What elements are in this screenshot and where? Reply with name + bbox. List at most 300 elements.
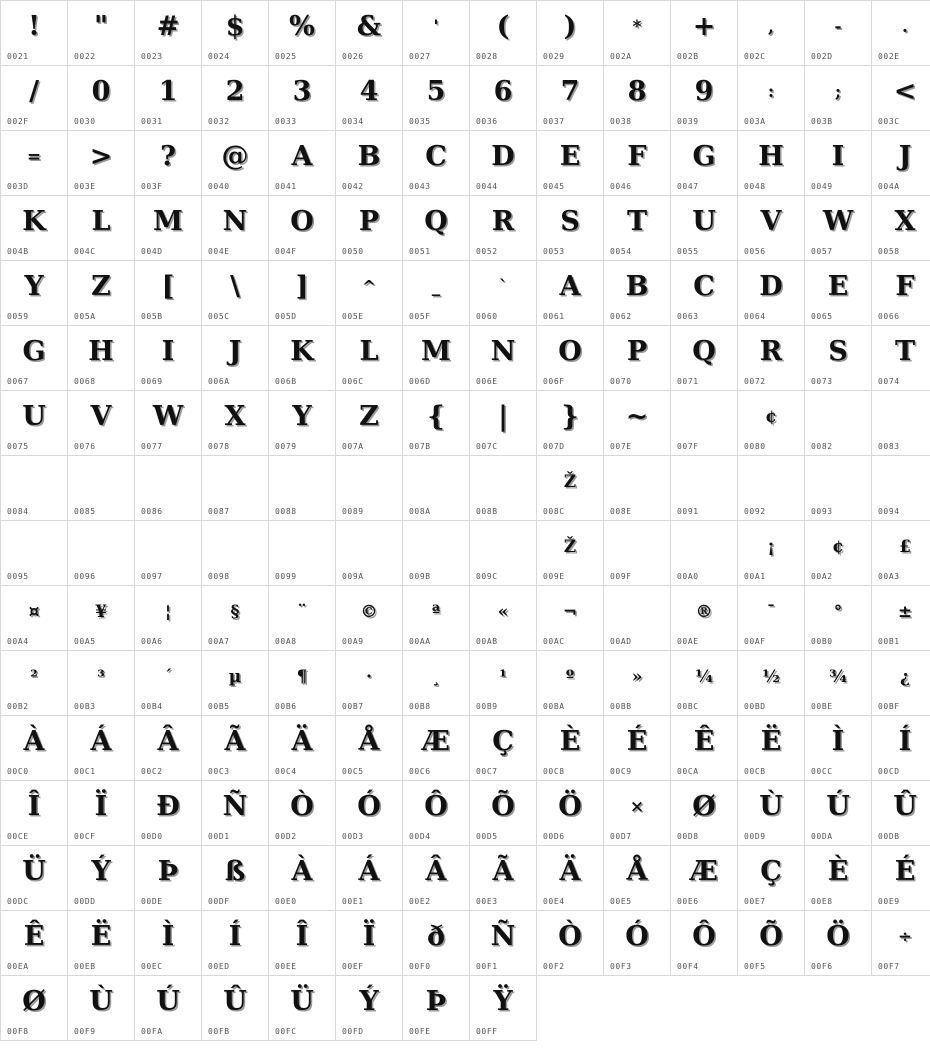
character-cell[interactable] bbox=[738, 846, 805, 911]
character-cell[interactable] bbox=[269, 716, 336, 781]
character-cell[interactable] bbox=[336, 261, 403, 326]
character-cell[interactable] bbox=[671, 716, 738, 781]
character-cell[interactable] bbox=[202, 976, 269, 1041]
glyph-codepoint-label: 00BE bbox=[811, 702, 833, 711]
character-cell[interactable] bbox=[336, 846, 403, 911]
glyph-preview: D bbox=[759, 271, 783, 302]
character-cell[interactable] bbox=[537, 261, 604, 326]
character-cell[interactable] bbox=[738, 391, 805, 456]
character-cell[interactable] bbox=[403, 781, 470, 846]
glyph-codepoint-label: 00E2 bbox=[409, 897, 431, 906]
character-cell[interactable] bbox=[1, 651, 68, 716]
character-cell[interactable] bbox=[135, 586, 202, 651]
character-cell[interactable] bbox=[68, 911, 135, 976]
glyph-codepoint-label: 00A7 bbox=[208, 637, 230, 646]
character-cell[interactable] bbox=[537, 716, 604, 781]
character-cell[interactable] bbox=[604, 521, 671, 586]
glyph-codepoint-label: 00D2 bbox=[275, 832, 297, 841]
character-cell[interactable] bbox=[269, 66, 336, 131]
character-cell[interactable] bbox=[872, 131, 930, 196]
character-cell[interactable] bbox=[202, 911, 269, 976]
character-cell[interactable] bbox=[269, 131, 336, 196]
character-cell[interactable] bbox=[403, 66, 470, 131]
character-cell[interactable] bbox=[537, 196, 604, 261]
glyph-preview bbox=[604, 586, 670, 634]
character-map-row bbox=[1, 781, 930, 846]
character-cell[interactable] bbox=[1, 326, 68, 391]
glyph-codepoint-label: 00AA bbox=[409, 637, 431, 646]
character-cell[interactable] bbox=[604, 456, 671, 521]
character-cell[interactable] bbox=[403, 976, 470, 1041]
character-cell[interactable] bbox=[135, 521, 202, 586]
character-cell[interactable] bbox=[805, 131, 872, 196]
glyph-preview: È bbox=[559, 726, 581, 757]
character-cell[interactable] bbox=[336, 326, 403, 391]
glyph-preview: 6 bbox=[493, 76, 513, 107]
character-cell[interactable] bbox=[336, 651, 403, 716]
glyph-codepoint-label: 002B bbox=[677, 52, 699, 61]
character-cell[interactable] bbox=[135, 911, 202, 976]
character-cell[interactable] bbox=[336, 196, 403, 261]
character-cell[interactable] bbox=[336, 781, 403, 846]
character-cell[interactable] bbox=[805, 521, 872, 586]
glyph-preview: $ bbox=[225, 11, 245, 42]
character-cell[interactable] bbox=[805, 66, 872, 131]
character-cell[interactable] bbox=[671, 521, 738, 586]
glyph-preview: Á bbox=[358, 856, 380, 887]
character-cell[interactable] bbox=[336, 456, 403, 521]
glyph-preview: ¶ bbox=[296, 667, 308, 687]
character-cell[interactable] bbox=[738, 716, 805, 781]
character-cell[interactable] bbox=[470, 846, 537, 911]
character-cell[interactable] bbox=[671, 586, 738, 651]
character-cell[interactable] bbox=[68, 131, 135, 196]
character-cell[interactable] bbox=[1, 781, 68, 846]
character-cell[interactable] bbox=[604, 66, 671, 131]
character-cell[interactable] bbox=[135, 846, 202, 911]
character-cell[interactable] bbox=[403, 326, 470, 391]
character-cell[interactable] bbox=[269, 456, 336, 521]
glyph-preview: Ç bbox=[492, 726, 514, 757]
glyph-codepoint-label: 005E bbox=[342, 312, 364, 321]
character-cell[interactable] bbox=[269, 1, 336, 66]
character-cell[interactable] bbox=[470, 781, 537, 846]
glyph-preview: J bbox=[228, 336, 242, 367]
character-cell[interactable] bbox=[738, 651, 805, 716]
glyph-codepoint-label: 00AC bbox=[543, 637, 565, 646]
character-cell[interactable] bbox=[671, 391, 738, 456]
glyph-preview: W bbox=[152, 401, 184, 432]
glyph-codepoint-label: 009A bbox=[342, 572, 364, 581]
glyph-preview: ÷ bbox=[897, 927, 913, 947]
character-cell[interactable] bbox=[470, 521, 537, 586]
glyph-preview: Ï bbox=[94, 791, 108, 822]
glyph-preview: L bbox=[359, 336, 379, 367]
glyph-codepoint-label: 00CB bbox=[744, 767, 766, 776]
character-cell[interactable] bbox=[671, 1, 738, 66]
glyph-codepoint-label: 00A3 bbox=[878, 572, 900, 581]
glyph-preview: _ bbox=[431, 277, 441, 297]
character-cell[interactable] bbox=[269, 586, 336, 651]
character-cell[interactable] bbox=[1, 131, 68, 196]
glyph-codepoint-label: 00F0 bbox=[409, 962, 431, 971]
glyph-codepoint-label: 0044 bbox=[476, 182, 498, 191]
character-cell[interactable] bbox=[135, 651, 202, 716]
character-cell[interactable] bbox=[872, 326, 930, 391]
character-cell[interactable] bbox=[738, 131, 805, 196]
character-cell[interactable] bbox=[671, 456, 738, 521]
glyph-codepoint-label: 0032 bbox=[208, 117, 230, 126]
character-cell[interactable] bbox=[202, 66, 269, 131]
character-cell[interactable] bbox=[470, 456, 537, 521]
character-cell[interactable] bbox=[671, 781, 738, 846]
character-cell[interactable] bbox=[470, 391, 537, 456]
character-cell[interactable] bbox=[604, 586, 671, 651]
character-cell[interactable] bbox=[1, 261, 68, 326]
character-cell[interactable] bbox=[1, 976, 68, 1041]
character-cell[interactable] bbox=[1, 716, 68, 781]
character-cell[interactable] bbox=[671, 66, 738, 131]
glyph-preview: P bbox=[626, 336, 648, 367]
character-cell[interactable] bbox=[805, 196, 872, 261]
character-cell[interactable] bbox=[202, 521, 269, 586]
character-cell[interactable] bbox=[269, 196, 336, 261]
character-cell[interactable] bbox=[537, 326, 604, 391]
character-cell[interactable] bbox=[1, 456, 68, 521]
character-cell[interactable] bbox=[68, 846, 135, 911]
character-cell[interactable] bbox=[1, 586, 68, 651]
character-cell[interactable] bbox=[68, 326, 135, 391]
glyph-preview: Ù bbox=[759, 791, 783, 822]
character-cell[interactable] bbox=[738, 261, 805, 326]
character-cell[interactable] bbox=[202, 326, 269, 391]
character-cell[interactable] bbox=[805, 781, 872, 846]
character-cell[interactable] bbox=[738, 781, 805, 846]
character-cell[interactable] bbox=[671, 651, 738, 716]
character-cell[interactable] bbox=[336, 521, 403, 586]
character-cell[interactable] bbox=[470, 976, 537, 1041]
character-cell[interactable] bbox=[269, 326, 336, 391]
character-map-row bbox=[1, 261, 930, 326]
glyph-codepoint-label: 0042 bbox=[342, 182, 364, 191]
character-cell[interactable] bbox=[68, 651, 135, 716]
character-cell[interactable] bbox=[336, 716, 403, 781]
character-cell[interactable] bbox=[537, 781, 604, 846]
character-cell[interactable] bbox=[671, 326, 738, 391]
character-cell[interactable] bbox=[1, 391, 68, 456]
character-cell[interactable] bbox=[336, 391, 403, 456]
character-cell[interactable] bbox=[872, 651, 930, 716]
character-cell[interactable] bbox=[805, 716, 872, 781]
character-cell[interactable] bbox=[135, 131, 202, 196]
character-cell[interactable] bbox=[805, 586, 872, 651]
character-cell[interactable] bbox=[805, 261, 872, 326]
character-cell[interactable] bbox=[403, 651, 470, 716]
character-cell[interactable] bbox=[135, 326, 202, 391]
character-cell[interactable] bbox=[671, 911, 738, 976]
character-cell[interactable] bbox=[872, 66, 930, 131]
glyph-preview: Î bbox=[295, 921, 309, 952]
glyph-preview: ¤ bbox=[28, 602, 40, 622]
glyph-codepoint-label: 006F bbox=[543, 377, 565, 386]
character-cell[interactable] bbox=[537, 456, 604, 521]
character-cell[interactable] bbox=[604, 261, 671, 326]
glyph-preview: Ï bbox=[362, 921, 376, 952]
character-cell[interactable] bbox=[470, 131, 537, 196]
glyph-preview: V bbox=[90, 401, 112, 432]
glyph-codepoint-label: 0082 bbox=[811, 442, 833, 451]
character-cell[interactable] bbox=[604, 716, 671, 781]
character-cell[interactable] bbox=[135, 1, 202, 66]
character-cell[interactable] bbox=[202, 651, 269, 716]
character-cell[interactable] bbox=[135, 261, 202, 326]
character-cell[interactable] bbox=[135, 66, 202, 131]
character-cell[interactable] bbox=[604, 651, 671, 716]
character-cell[interactable] bbox=[872, 716, 930, 781]
character-cell[interactable] bbox=[604, 781, 671, 846]
character-cell[interactable] bbox=[872, 391, 930, 456]
character-cell[interactable] bbox=[738, 521, 805, 586]
character-cell[interactable] bbox=[403, 1, 470, 66]
character-cell[interactable] bbox=[470, 716, 537, 781]
character-cell[interactable] bbox=[872, 586, 930, 651]
glyph-codepoint-label: 005F bbox=[409, 312, 431, 321]
character-cell[interactable] bbox=[671, 196, 738, 261]
character-cell[interactable] bbox=[537, 131, 604, 196]
glyph-codepoint-label: 00F8 bbox=[7, 1027, 29, 1036]
character-cell[interactable] bbox=[269, 261, 336, 326]
character-cell[interactable] bbox=[269, 391, 336, 456]
glyph-codepoint-label: 002A bbox=[610, 52, 632, 61]
glyph-preview: Q bbox=[692, 336, 716, 367]
glyph-preview: Ø bbox=[22, 986, 46, 1017]
character-cell[interactable] bbox=[872, 196, 930, 261]
character-cell[interactable] bbox=[738, 66, 805, 131]
character-cell[interactable] bbox=[135, 456, 202, 521]
character-cell[interactable] bbox=[1, 1, 68, 66]
character-cell[interactable] bbox=[805, 456, 872, 521]
glyph-codepoint-label: 006D bbox=[409, 377, 431, 386]
character-cell[interactable] bbox=[470, 66, 537, 131]
character-cell[interactable] bbox=[671, 131, 738, 196]
character-cell[interactable] bbox=[805, 846, 872, 911]
character-cell[interactable] bbox=[537, 1, 604, 66]
glyph-preview: V bbox=[760, 206, 782, 237]
character-cell[interactable] bbox=[202, 261, 269, 326]
character-cell[interactable] bbox=[269, 651, 336, 716]
character-cell[interactable] bbox=[872, 911, 930, 976]
character-cell[interactable] bbox=[202, 196, 269, 261]
character-cell[interactable] bbox=[403, 196, 470, 261]
glyph-preview: 3 bbox=[292, 76, 312, 107]
character-map-row bbox=[1, 586, 930, 651]
character-cell[interactable] bbox=[403, 521, 470, 586]
glyph-preview: Y bbox=[292, 401, 312, 432]
character-cell[interactable] bbox=[68, 261, 135, 326]
character-cell[interactable] bbox=[470, 196, 537, 261]
glyph-codepoint-label: 0098 bbox=[208, 572, 230, 581]
character-cell[interactable] bbox=[1, 521, 68, 586]
character-cell[interactable] bbox=[403, 456, 470, 521]
glyph-codepoint-label: 00FF bbox=[476, 1027, 498, 1036]
glyph-codepoint-label: 00D9 bbox=[744, 832, 766, 841]
glyph-codepoint-label: 0048 bbox=[744, 182, 766, 191]
character-cell[interactable] bbox=[738, 911, 805, 976]
glyph-codepoint-label: 00A2 bbox=[811, 572, 833, 581]
character-cell[interactable] bbox=[470, 651, 537, 716]
glyph-preview: Ž bbox=[563, 537, 577, 557]
glyph-codepoint-label: 0076 bbox=[74, 442, 96, 451]
character-cell[interactable] bbox=[805, 326, 872, 391]
character-cell[interactable] bbox=[537, 586, 604, 651]
character-cell[interactable] bbox=[537, 521, 604, 586]
character-cell[interactable] bbox=[537, 846, 604, 911]
glyph-codepoint-label: 0052 bbox=[476, 247, 498, 256]
character-cell[interactable] bbox=[403, 131, 470, 196]
character-cell[interactable] bbox=[470, 911, 537, 976]
character-cell[interactable] bbox=[202, 781, 269, 846]
character-cell[interactable] bbox=[470, 1, 537, 66]
character-cell[interactable] bbox=[269, 781, 336, 846]
character-cell[interactable] bbox=[1, 196, 68, 261]
character-cell[interactable] bbox=[872, 846, 930, 911]
glyph-codepoint-label: 005B bbox=[141, 312, 163, 321]
glyph-codepoint-label: 00A6 bbox=[141, 637, 163, 646]
character-cell[interactable] bbox=[68, 586, 135, 651]
character-cell[interactable] bbox=[68, 196, 135, 261]
character-cell[interactable] bbox=[135, 976, 202, 1041]
character-cell[interactable] bbox=[68, 1, 135, 66]
character-cell[interactable] bbox=[403, 846, 470, 911]
character-cell[interactable] bbox=[738, 586, 805, 651]
character-cell[interactable] bbox=[537, 391, 604, 456]
character-cell[interactable] bbox=[403, 911, 470, 976]
character-cell[interactable] bbox=[202, 716, 269, 781]
glyph-codepoint-label: 006E bbox=[476, 377, 498, 386]
character-cell[interactable] bbox=[537, 651, 604, 716]
glyph-codepoint-label: 00AB bbox=[476, 637, 498, 646]
glyph-preview: # bbox=[156, 11, 180, 42]
character-cell[interactable] bbox=[135, 391, 202, 456]
glyph-codepoint-label: 002E bbox=[878, 52, 900, 61]
character-cell[interactable] bbox=[202, 391, 269, 456]
glyph-codepoint-label: 008A bbox=[409, 507, 431, 516]
character-cell[interactable] bbox=[738, 326, 805, 391]
character-cell[interactable] bbox=[269, 911, 336, 976]
character-cell[interactable] bbox=[403, 391, 470, 456]
character-cell[interactable] bbox=[336, 911, 403, 976]
character-cell[interactable] bbox=[604, 911, 671, 976]
character-cell[interactable] bbox=[604, 131, 671, 196]
glyph-preview: G bbox=[22, 336, 46, 367]
glyph-preview: Ú bbox=[826, 791, 850, 822]
character-cell[interactable] bbox=[202, 846, 269, 911]
character-cell[interactable] bbox=[872, 1, 930, 66]
character-cell[interactable] bbox=[68, 716, 135, 781]
glyph-codepoint-label: 00F6 bbox=[811, 962, 833, 971]
character-cell[interactable] bbox=[872, 781, 930, 846]
character-cell[interactable] bbox=[202, 131, 269, 196]
character-cell[interactable] bbox=[1, 846, 68, 911]
character-cell[interactable] bbox=[336, 1, 403, 66]
character-cell[interactable] bbox=[68, 456, 135, 521]
character-cell[interactable] bbox=[269, 846, 336, 911]
character-cell[interactable] bbox=[68, 976, 135, 1041]
character-cell[interactable] bbox=[403, 716, 470, 781]
character-cell[interactable] bbox=[604, 1, 671, 66]
character-map-row bbox=[1, 846, 930, 911]
character-cell[interactable] bbox=[68, 66, 135, 131]
character-cell[interactable] bbox=[1, 911, 68, 976]
glyph-preview: Ü bbox=[290, 986, 314, 1017]
character-cell[interactable] bbox=[805, 391, 872, 456]
character-cell[interactable] bbox=[604, 846, 671, 911]
character-cell[interactable] bbox=[1, 66, 68, 131]
character-cell[interactable] bbox=[135, 716, 202, 781]
character-cell[interactable] bbox=[604, 326, 671, 391]
character-cell[interactable] bbox=[336, 976, 403, 1041]
character-cell[interactable] bbox=[403, 586, 470, 651]
character-cell[interactable] bbox=[604, 391, 671, 456]
character-cell[interactable] bbox=[738, 196, 805, 261]
character-cell[interactable] bbox=[202, 456, 269, 521]
character-cell[interactable] bbox=[805, 911, 872, 976]
character-cell[interactable] bbox=[872, 521, 930, 586]
character-cell[interactable] bbox=[872, 456, 930, 521]
character-cell[interactable] bbox=[805, 1, 872, 66]
character-cell[interactable] bbox=[269, 521, 336, 586]
character-cell[interactable] bbox=[135, 781, 202, 846]
character-cell[interactable] bbox=[537, 66, 604, 131]
character-cell[interactable] bbox=[68, 521, 135, 586]
character-map-row bbox=[1, 716, 930, 781]
character-cell[interactable] bbox=[336, 131, 403, 196]
glyph-preview: Ã bbox=[492, 856, 514, 887]
glyph-preview: E bbox=[559, 141, 581, 172]
glyph-codepoint-label: 00A8 bbox=[275, 637, 297, 646]
character-map-row bbox=[1, 1, 930, 66]
character-cell[interactable] bbox=[872, 261, 930, 326]
glyph-codepoint-label: 0061 bbox=[543, 312, 565, 321]
character-cell[interactable] bbox=[336, 586, 403, 651]
glyph-preview: Ñ bbox=[222, 791, 248, 822]
character-cell[interactable] bbox=[470, 261, 537, 326]
glyph-preview: & bbox=[356, 11, 382, 42]
glyph-codepoint-label: 00C7 bbox=[476, 767, 498, 776]
character-cell[interactable] bbox=[202, 586, 269, 651]
character-cell[interactable] bbox=[470, 326, 537, 391]
character-cell[interactable] bbox=[470, 586, 537, 651]
glyph-preview: ^ bbox=[361, 277, 377, 297]
character-cell[interactable] bbox=[537, 911, 604, 976]
character-cell[interactable] bbox=[202, 1, 269, 66]
character-cell[interactable] bbox=[805, 651, 872, 716]
character-cell[interactable] bbox=[68, 391, 135, 456]
character-cell[interactable] bbox=[738, 1, 805, 66]
character-cell[interactable] bbox=[671, 261, 738, 326]
glyph-preview: Ö bbox=[558, 791, 582, 822]
character-map-row bbox=[1, 651, 930, 716]
character-cell[interactable] bbox=[671, 846, 738, 911]
character-cell[interactable] bbox=[403, 261, 470, 326]
character-cell[interactable] bbox=[135, 196, 202, 261]
character-cell[interactable] bbox=[336, 66, 403, 131]
character-cell[interactable] bbox=[269, 976, 336, 1041]
character-cell[interactable] bbox=[604, 196, 671, 261]
character-cell[interactable] bbox=[738, 456, 805, 521]
character-cell[interactable] bbox=[68, 781, 135, 846]
glyph-codepoint-label: 00B0 bbox=[811, 637, 833, 646]
